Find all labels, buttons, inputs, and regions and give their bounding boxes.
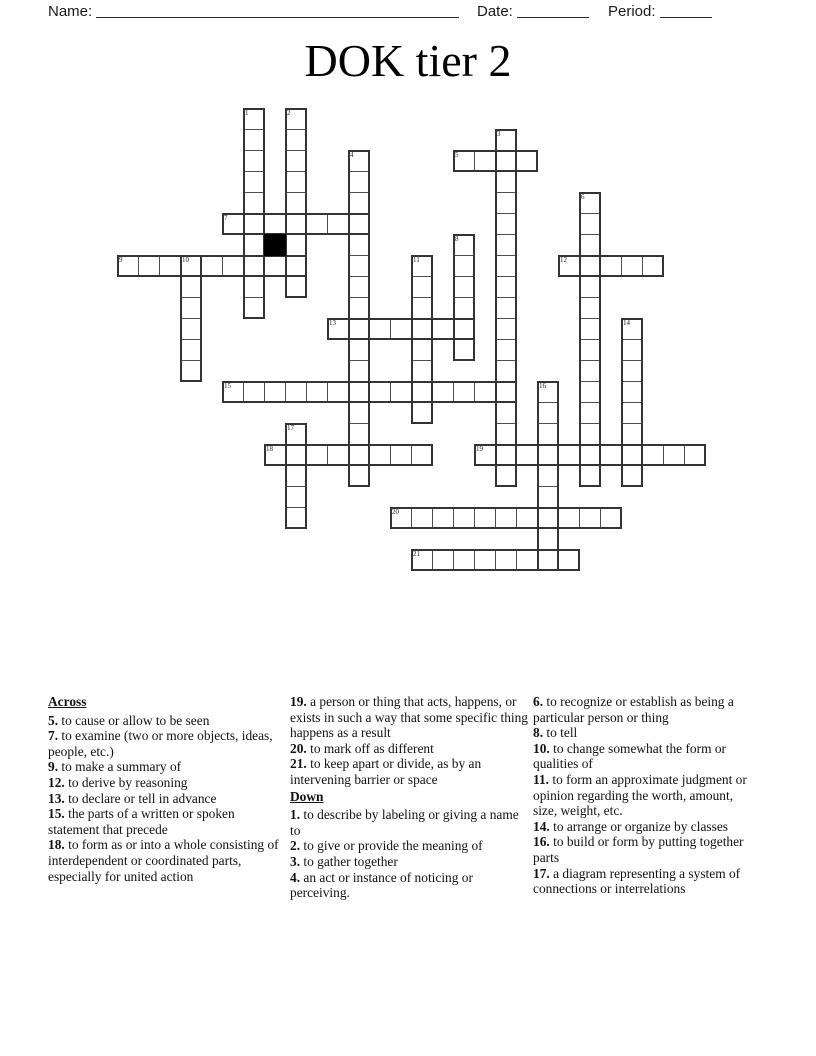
crossword-cell bbox=[411, 444, 433, 466]
crossword-cell bbox=[537, 444, 559, 466]
crossword-cell bbox=[579, 402, 601, 424]
crossword-cell bbox=[180, 318, 202, 340]
crossword-cell bbox=[537, 549, 559, 571]
crossword-cell bbox=[285, 276, 307, 298]
crossword-cell bbox=[495, 360, 517, 382]
crossword-cell bbox=[348, 171, 370, 193]
down-clue-1: 1. to describe by labeling or giving a name to bbox=[290, 807, 519, 838]
crossword-cell bbox=[579, 381, 601, 403]
crossword-cell bbox=[348, 360, 370, 382]
crossword-cell bbox=[495, 318, 517, 340]
crossword-cell bbox=[390, 507, 412, 529]
crossword-cell bbox=[621, 423, 643, 445]
crossword-cell bbox=[600, 507, 622, 529]
crossword-cell bbox=[390, 318, 412, 340]
across-clue-21: 21. to keep apart or divide, as by an intervening barrier or space bbox=[290, 756, 482, 787]
crossword-cell bbox=[495, 444, 517, 466]
crossword-cell bbox=[348, 402, 370, 424]
page-title: DOK tier 2 bbox=[304, 35, 512, 86]
crossword-cell bbox=[348, 381, 370, 403]
crossword-cell bbox=[411, 297, 433, 319]
cell-number: 14 bbox=[623, 319, 630, 327]
crossword-cell bbox=[579, 213, 601, 235]
crossword-cell bbox=[348, 234, 370, 256]
crossword-cell bbox=[621, 339, 643, 361]
crossword-cell bbox=[285, 108, 307, 130]
crossword-cell bbox=[621, 402, 643, 424]
crossword-cell bbox=[369, 318, 391, 340]
crossword-cell bbox=[411, 318, 433, 340]
crossword-cell bbox=[453, 549, 475, 571]
crossword-cell bbox=[537, 507, 559, 529]
crossword-cell bbox=[222, 213, 244, 235]
crossword-cell bbox=[495, 402, 517, 424]
crossword-cell bbox=[495, 276, 517, 298]
down-clue-10: 10. to change somewhat the form or qualities of bbox=[533, 740, 727, 772]
cell-number: 12 bbox=[560, 256, 567, 264]
crossword-cell bbox=[495, 213, 517, 235]
clue-number: 10. bbox=[533, 740, 550, 756]
crossword-cell bbox=[180, 360, 202, 382]
crossword-cell bbox=[243, 234, 265, 256]
clues-column-3 bbox=[533, 694, 755, 897]
crossword-cell bbox=[600, 255, 622, 277]
crossword-cell bbox=[495, 255, 517, 277]
crossword-cell bbox=[453, 297, 475, 319]
crossword-cell bbox=[495, 381, 517, 403]
crossword-cell bbox=[285, 255, 307, 277]
crossword-cell bbox=[348, 339, 370, 361]
cell-number: 17 bbox=[287, 424, 294, 432]
cell-number: 18 bbox=[266, 445, 273, 453]
crossword-cell bbox=[516, 549, 538, 571]
crossword-cell bbox=[474, 549, 496, 571]
clue-number: 12. bbox=[48, 774, 65, 790]
crossword-cell bbox=[306, 444, 328, 466]
crossword-cell bbox=[621, 360, 643, 382]
down-clue-4: 4. an act or instance of noticing or perceiving. bbox=[290, 869, 473, 901]
crossword-cell bbox=[285, 150, 307, 172]
clue-number: 6. bbox=[533, 694, 544, 709]
crossword-cell bbox=[579, 234, 601, 256]
crossword-cell bbox=[474, 444, 496, 466]
crossword-cell bbox=[537, 528, 559, 550]
clue-number: 7. bbox=[48, 728, 59, 744]
crossword-cell bbox=[537, 465, 559, 487]
down-clue-8: 8. to tell bbox=[533, 725, 578, 741]
across-clue-15: 15. the parts of a written or spoken statement that precede bbox=[48, 806, 235, 837]
crossword-cell bbox=[180, 276, 202, 298]
down-clue-14: 14. to arrange or organize by classes bbox=[533, 818, 728, 834]
crossword-cell bbox=[306, 381, 328, 403]
crossword-cell bbox=[558, 507, 580, 529]
crossword-cell bbox=[495, 234, 517, 256]
crossword-cell bbox=[579, 297, 601, 319]
cell-number: 4 bbox=[350, 151, 354, 159]
clue-number: 8. bbox=[533, 725, 544, 741]
crossword-cell bbox=[411, 339, 433, 361]
clue-number: 9. bbox=[48, 759, 59, 775]
crossword-cell bbox=[579, 339, 601, 361]
clue-number: 17. bbox=[533, 865, 550, 881]
crossword-cell bbox=[474, 381, 496, 403]
crossword-cell bbox=[411, 381, 433, 403]
crossword-cell bbox=[138, 255, 160, 277]
crossword-cell bbox=[579, 507, 601, 529]
crossword-cell bbox=[285, 129, 307, 151]
crossword-cell bbox=[579, 192, 601, 214]
crossword-cell bbox=[327, 213, 349, 235]
crossword-cell bbox=[579, 276, 601, 298]
crossword-cell bbox=[495, 549, 517, 571]
crossword-cell bbox=[411, 507, 433, 529]
crossword-cell bbox=[558, 255, 580, 277]
crossword-cell bbox=[537, 381, 559, 403]
crossword-cell bbox=[348, 465, 370, 487]
crossword-cell bbox=[348, 318, 370, 340]
across-clue-18: 18. to form as or into a whole consisting of interdependent or coordinated parts, especially for united action bbox=[48, 837, 279, 884]
crossword-cell bbox=[579, 465, 601, 487]
crossword-cell bbox=[306, 213, 328, 235]
crossword-cell bbox=[285, 444, 307, 466]
crossword-cell bbox=[327, 444, 349, 466]
cell-number: 7 bbox=[224, 214, 228, 222]
clue-number: 19. bbox=[290, 694, 307, 709]
crossword-cell bbox=[411, 360, 433, 382]
crossword-cell bbox=[558, 444, 580, 466]
crossword-cell bbox=[495, 507, 517, 529]
clue-number: 2. bbox=[290, 838, 301, 854]
cell-number: 11 bbox=[413, 256, 420, 264]
crossword-cell bbox=[222, 255, 244, 277]
crossword-cell bbox=[453, 381, 475, 403]
cell-number: 15 bbox=[224, 382, 231, 390]
down-clue-11: 11. to form an approximate judgment or opinion regarding the worth, amount, size, weight, etc. bbox=[533, 771, 747, 819]
down-clue-6: 6. to recognize or establish as being a particular person or thing bbox=[533, 694, 734, 725]
crossword-cell bbox=[537, 423, 559, 445]
clue-number: 21. bbox=[290, 756, 307, 772]
crossword-cell bbox=[243, 381, 265, 403]
crossword-cell bbox=[285, 507, 307, 529]
crossword-cell bbox=[243, 213, 265, 235]
crossword-cell bbox=[285, 234, 307, 256]
crossword-cell bbox=[621, 465, 643, 487]
crossword-cell bbox=[453, 339, 475, 361]
crossword-cell bbox=[621, 444, 643, 466]
cell-number: 2 bbox=[287, 109, 291, 117]
crossword-cell bbox=[411, 255, 433, 277]
crossword-cell bbox=[642, 444, 664, 466]
crossword-cell bbox=[285, 213, 307, 235]
crossword-cell bbox=[474, 507, 496, 529]
crossword-cell bbox=[390, 381, 412, 403]
cell-number: 21 bbox=[413, 550, 420, 558]
crossword-cell bbox=[579, 318, 601, 340]
crossword-cell bbox=[495, 150, 517, 172]
crossword-cell bbox=[348, 255, 370, 277]
crossword-cell bbox=[621, 255, 643, 277]
crossword-cell bbox=[600, 444, 622, 466]
crossword-cell bbox=[495, 129, 517, 151]
crossword-cell bbox=[243, 276, 265, 298]
cell-number: 6 bbox=[581, 193, 585, 201]
crossword-cell bbox=[642, 255, 664, 277]
clue-number: 13. bbox=[48, 790, 65, 806]
crossword-cell bbox=[369, 444, 391, 466]
across-header: Across bbox=[48, 694, 87, 709]
crossword-cell bbox=[348, 213, 370, 235]
crossword-cell bbox=[264, 444, 286, 466]
clue-number: 15. bbox=[48, 806, 65, 822]
crossword-cell bbox=[453, 150, 475, 172]
crossword-cell bbox=[495, 465, 517, 487]
crossword-cell bbox=[264, 213, 286, 235]
crossword-cell bbox=[243, 192, 265, 214]
crossword-cell bbox=[579, 444, 601, 466]
crossword-cell bbox=[243, 108, 265, 130]
across-clue-7: 7. to examine (two or more objects, ideas, people, etc.) bbox=[48, 728, 273, 759]
crossword-cell bbox=[285, 381, 307, 403]
crossword-cell bbox=[621, 318, 643, 340]
name-label: Name: bbox=[48, 3, 93, 20]
across-clue-12: 12. to derive by reasoning bbox=[48, 774, 188, 790]
clue-number: 5. bbox=[48, 712, 59, 728]
crossword-cell bbox=[180, 339, 202, 361]
crossword-cell bbox=[369, 381, 391, 403]
down-clue-16: 16. to build or form by putting together parts bbox=[533, 834, 744, 865]
across-clue-9: 9. to make a summary of bbox=[48, 759, 182, 775]
crossword-cell bbox=[432, 318, 454, 340]
clue-number: 1. bbox=[290, 807, 301, 823]
crossword-cell bbox=[579, 360, 601, 382]
crossword-cell bbox=[285, 486, 307, 508]
crossword-cell bbox=[180, 255, 202, 277]
cell-number: 19 bbox=[476, 445, 483, 453]
clue-number: 11. bbox=[533, 771, 549, 787]
cell-number: 16 bbox=[539, 382, 546, 390]
crossword-cell bbox=[243, 255, 265, 277]
across-clue-20: 20. to mark off as different bbox=[290, 740, 434, 756]
crossword-cell bbox=[432, 549, 454, 571]
crossword-cell bbox=[516, 507, 538, 529]
cell-number: 20 bbox=[392, 508, 399, 516]
across-clue-5: 5. to cause or allow to be seen bbox=[48, 712, 210, 728]
crossword-cell bbox=[390, 444, 412, 466]
cell-number: 13 bbox=[329, 319, 336, 327]
clue-number: 4. bbox=[290, 869, 301, 885]
crossword-cell bbox=[495, 297, 517, 319]
crossword-cell bbox=[264, 255, 286, 277]
crossword-cell bbox=[243, 150, 265, 172]
crossword-cell bbox=[348, 444, 370, 466]
clue-number: 16. bbox=[533, 834, 550, 850]
crossword-cell bbox=[663, 444, 685, 466]
cell-number: 3 bbox=[497, 130, 501, 138]
crossword-cell bbox=[558, 549, 580, 571]
cell-number: 10 bbox=[182, 256, 189, 264]
crossword-cell bbox=[495, 423, 517, 445]
clues-column-2 bbox=[290, 694, 530, 901]
crossword-cell bbox=[285, 171, 307, 193]
crossword-cell bbox=[348, 423, 370, 445]
crossword-cell bbox=[327, 318, 349, 340]
clue-number: 3. bbox=[290, 853, 301, 869]
crossword-cell bbox=[348, 297, 370, 319]
crossword-cell bbox=[411, 276, 433, 298]
crossword-cell bbox=[180, 297, 202, 319]
black-cell bbox=[264, 234, 286, 256]
across-clue-13: 13. to declare or tell in advance bbox=[48, 790, 217, 806]
crossword-cell bbox=[411, 549, 433, 571]
crossword-cell bbox=[222, 381, 244, 403]
crossword-cell bbox=[264, 381, 286, 403]
crossword-cell bbox=[474, 150, 496, 172]
crossword-cell bbox=[495, 171, 517, 193]
crossword-cell bbox=[243, 171, 265, 193]
down-clue-17: 17. a diagram representing a system of connections or interrelations bbox=[533, 865, 741, 897]
crossword-cell bbox=[117, 255, 139, 277]
down-clue-3: 3. to gather together bbox=[290, 853, 398, 869]
clue-number: 18. bbox=[48, 837, 65, 853]
crossword-cell bbox=[684, 444, 706, 466]
crossword-cell bbox=[453, 276, 475, 298]
crossword-cell bbox=[411, 402, 433, 424]
cell-number: 8 bbox=[455, 235, 459, 243]
crossword-cell bbox=[348, 192, 370, 214]
crossword-cell bbox=[495, 339, 517, 361]
crossword-cell bbox=[432, 381, 454, 403]
crossword-cell bbox=[453, 234, 475, 256]
across-clue-19: 19. a person or thing that acts, happens, or exists in such a way that some specific thing happens as a result bbox=[290, 694, 529, 741]
crossword-cell bbox=[453, 255, 475, 277]
crossword-cell bbox=[243, 129, 265, 151]
crossword-cell bbox=[537, 402, 559, 424]
crossword-cell bbox=[516, 444, 538, 466]
date-label: Date: bbox=[477, 3, 513, 20]
down-clue-2: 2. to give or provide the meaning of bbox=[290, 838, 483, 854]
crossword-cell bbox=[285, 423, 307, 445]
crossword-cell bbox=[453, 318, 475, 340]
period-label: Period: bbox=[608, 3, 656, 20]
crossword-cell bbox=[285, 465, 307, 487]
crossword-cell bbox=[159, 255, 181, 277]
crossword-cell bbox=[579, 255, 601, 277]
cell-number: 9 bbox=[119, 256, 123, 264]
crossword-cell bbox=[201, 255, 223, 277]
crossword-cell bbox=[495, 192, 517, 214]
down-header: Down bbox=[290, 788, 324, 804]
crossword-cell bbox=[453, 507, 475, 529]
crossword-cell bbox=[243, 297, 265, 319]
cell-number: 1 bbox=[245, 109, 249, 117]
crossword-cell bbox=[348, 150, 370, 172]
clue-number: 14. bbox=[533, 818, 550, 834]
crossword-cell bbox=[348, 276, 370, 298]
crossword-cell bbox=[327, 381, 349, 403]
clue-number: 20. bbox=[290, 740, 307, 756]
crossword-cell bbox=[432, 507, 454, 529]
crossword-cell bbox=[579, 423, 601, 445]
crossword-cell bbox=[537, 486, 559, 508]
crossword-cell bbox=[621, 381, 643, 403]
cell-number: 5 bbox=[455, 151, 459, 159]
clues-column-1 bbox=[48, 694, 285, 884]
crossword-cell bbox=[516, 150, 538, 172]
crossword-cell bbox=[285, 192, 307, 214]
